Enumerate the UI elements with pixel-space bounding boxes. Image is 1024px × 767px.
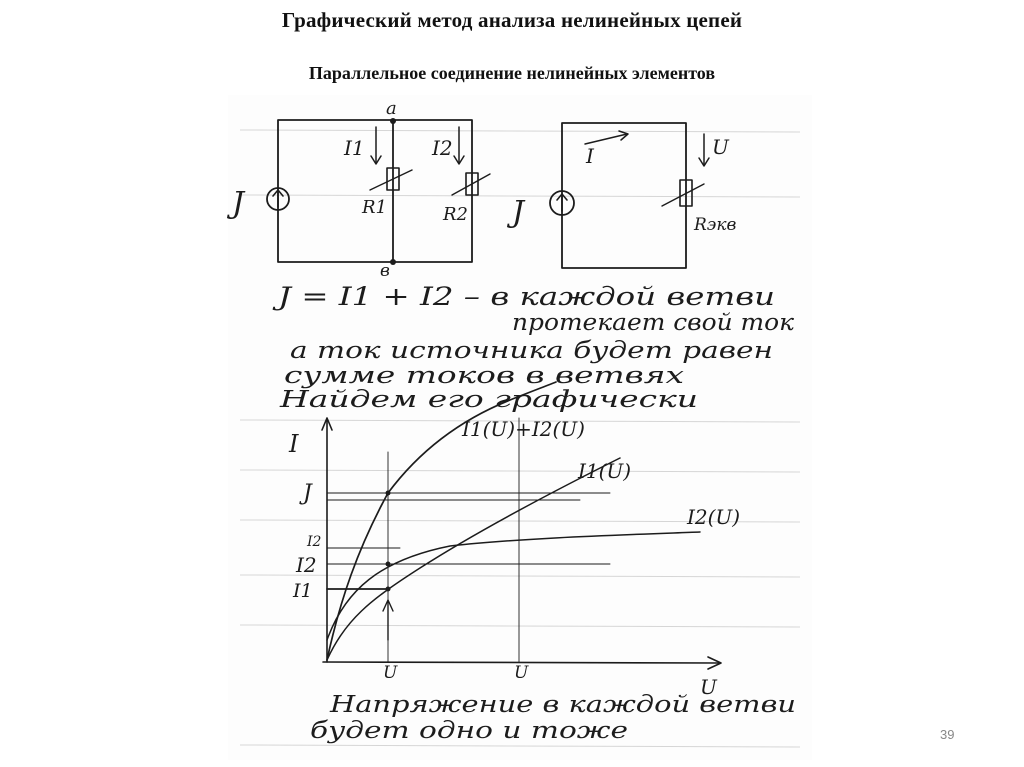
- note-line-4: сумме токов в ветвях: [284, 363, 685, 389]
- series-label-i1: I1(U): [578, 459, 632, 483]
- i1-label: I1: [344, 136, 365, 160]
- slide-title: Графический метод анализа нелинейных цепей: [281, 8, 743, 32]
- node-a-label: a: [386, 98, 397, 119]
- i2-label: I2: [432, 136, 453, 160]
- req-label: Rэкв: [694, 215, 737, 235]
- y-marker-i1: I1: [293, 580, 313, 602]
- right-voltage-label: U: [712, 135, 729, 159]
- y-marker-i2: I2: [296, 553, 317, 577]
- slide-subtitle: Параллельное соединение нелинейных элементов: [308, 63, 716, 83]
- left-source-label: J: [232, 186, 245, 221]
- node-b-dot: [390, 259, 396, 265]
- y-marker-j: J: [303, 481, 312, 506]
- right-current-label: I: [586, 144, 594, 168]
- r2-label: R2: [443, 204, 469, 225]
- note-bottom-2: будет одно и тоже: [310, 718, 628, 744]
- y-axis-label: I: [289, 430, 299, 458]
- note-line-1: J = I1 + I2 – в каждой ветви: [271, 282, 775, 311]
- x-marker-1: U: [383, 663, 398, 683]
- note-bottom-1: Напряжение в каждой ветви: [328, 692, 796, 718]
- page-number: 39: [940, 727, 955, 742]
- x-marker-2: U: [514, 663, 529, 683]
- right-source-label: J: [512, 195, 525, 230]
- series-label-i2: I2(U): [687, 505, 741, 529]
- y-marker-i2-small: I2: [307, 534, 322, 550]
- note-line-5: Найдем его графически: [278, 387, 698, 413]
- right-circuit: [550, 123, 709, 268]
- left-circuit: [267, 118, 490, 265]
- r1-label: R1: [362, 197, 388, 218]
- note-line-2: протекает свой ток: [512, 310, 795, 336]
- x-axis-label: U: [700, 675, 717, 699]
- series-label-sum: I1(U)+I2(U): [462, 417, 585, 441]
- note-line-3: а ток источника будет равен: [290, 338, 773, 364]
- node-b-label: в: [380, 261, 390, 281]
- curve-i1: [327, 458, 620, 660]
